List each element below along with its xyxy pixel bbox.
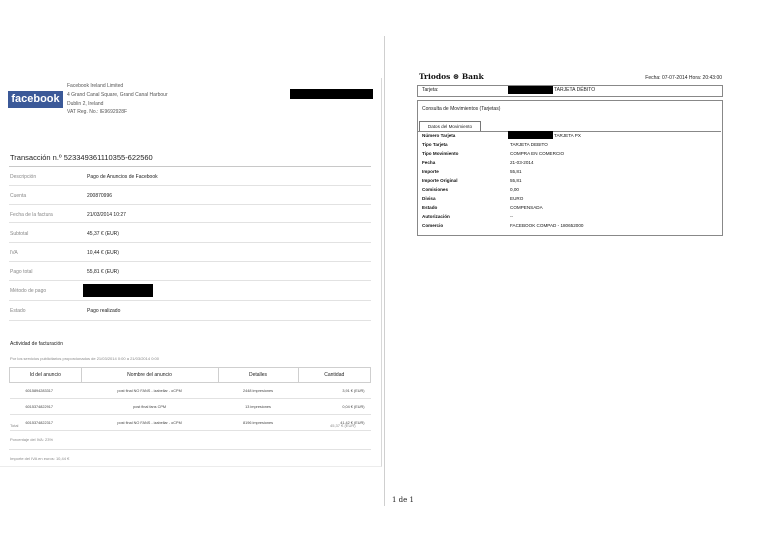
movement-key: Tipo Tarjeta <box>422 142 448 147</box>
detail-label: Cuenta <box>10 193 27 199</box>
card-type: TARJETA DÉBITO <box>554 87 596 93</box>
divider <box>9 185 371 186</box>
redaction-box <box>508 131 553 139</box>
detail-label: IVA <box>10 250 18 256</box>
address-line: Facebook Ireland Limited <box>67 83 124 89</box>
total-label: Total <box>10 423 19 428</box>
table-cell: 0,04 € (EUR) <box>298 399 370 415</box>
table-cell: 8196 impresiones <box>218 415 298 431</box>
detail-label: Subtotal <box>10 231 29 237</box>
movement-key: Estado <box>422 205 438 210</box>
table-header: Id del anuncio <box>10 368 82 383</box>
divider <box>9 261 371 262</box>
movement-key: Importe <box>422 169 439 174</box>
activity-subtitle: Por los servicios publicitarios proporcionados de 21/03/2014 0:00 a 21/03/2014 0:00 <box>10 356 159 361</box>
movement-key: Tipo Movimiento <box>422 151 459 156</box>
movement-value: COMPENSADA <box>510 205 543 210</box>
address-line: VAT Reg. No.: IE9692928F <box>67 109 128 116</box>
movement-key: Comisiones <box>422 187 449 192</box>
table-cell: 6015374822317 <box>10 415 82 431</box>
detail-label: Descripción <box>10 174 37 180</box>
divider <box>9 242 371 243</box>
divider <box>9 449 371 450</box>
movement-value: -- <box>510 214 514 219</box>
table-cell: post final fans CPM <box>81 399 218 415</box>
detail-label: Pago total <box>10 269 33 275</box>
redaction-box <box>83 284 153 297</box>
redaction-box <box>508 86 553 94</box>
movement-value: TARJETA DEBITO <box>510 142 548 147</box>
detail-value: 200870996 <box>87 193 113 199</box>
detail-value: Pago realizado <box>87 308 121 314</box>
total-value: 45,37 € (EUR) <box>330 423 356 428</box>
detail-value: 10,44 € (EUR) <box>87 250 119 256</box>
movement-key: Fecha <box>422 160 436 165</box>
billing-activity-table <box>9 367 371 431</box>
table-cell: post final NO FANS - izabellar - oCPM <box>81 415 218 431</box>
detail-label: Fecha de la factura <box>10 212 53 218</box>
movement-key: Importe Original <box>422 178 458 183</box>
table-cell: 6015374822917 <box>10 399 82 415</box>
movement-value: TARJETA PX <box>554 133 581 138</box>
table-header: Nombre del anuncio <box>81 368 218 383</box>
movement-value: 21-03-2014 <box>510 160 534 165</box>
divider <box>9 166 371 167</box>
divider <box>9 320 371 321</box>
movement-value: FACEBOOK COMPAD - 180652000 <box>510 223 584 228</box>
table-header-row <box>10 368 371 383</box>
table-cell: 3,91 € (EUR) <box>298 383 370 399</box>
table-cell: post final NO FANS - izabellar - oCPM <box>81 383 218 399</box>
address-line: 4 Grand Canal Square, Grand Canal Harbour <box>67 91 168 98</box>
vat-amount: Importe del IVA en euros: 10,44 € <box>10 456 70 461</box>
movement-value: 55,81 <box>510 178 522 183</box>
movement-key: Autorización <box>422 214 450 219</box>
table-row <box>10 399 371 415</box>
movement-value: COMPRA EN COMERCIO <box>510 151 565 156</box>
facebook-logo: facebook <box>8 91 63 108</box>
movement-value: 55,81 <box>510 169 522 174</box>
movement-value: EURO <box>510 196 524 201</box>
divider <box>9 280 371 281</box>
movement-key: Número Tarjeta <box>422 133 456 138</box>
table-header: Detalles <box>218 368 298 383</box>
movement-key: Divisa <box>422 196 436 201</box>
address-line: Dublin 2, Ireland <box>67 100 104 107</box>
detail-value: 55,81 € (EUR) <box>87 269 119 275</box>
tab-datos-movimiento[interactable]: Datos del Movimiento <box>419 121 481 132</box>
table-header: Cantidad <box>298 368 370 383</box>
table-cell: 41,42 € (EUR) <box>298 415 370 431</box>
triodos-logo: Triodos ⊛ Bank <box>419 72 484 81</box>
divider <box>9 300 371 301</box>
redaction-box <box>290 89 373 99</box>
vat-percent: Porcentaje del IVA: 23% <box>10 437 54 442</box>
activity-title: Actividad de facturación <box>10 341 64 347</box>
facebook-address <box>67 82 168 117</box>
print-date: Fecha: 07-07-2014 Hora: 20:43:00 <box>645 75 722 81</box>
detail-value: 21/03/2014 10:27 <box>87 212 126 218</box>
card-label: Tarjeta: <box>422 87 439 93</box>
detail-label: Estado <box>10 308 26 314</box>
consulta-title: Consulta de Movimientos (Tarjetas) <box>422 106 501 112</box>
table-cell: 6015894283317 <box>10 383 82 399</box>
divider <box>417 131 721 132</box>
table-row <box>10 415 371 431</box>
table-cell: 2448 impresiones <box>218 383 298 399</box>
page-number: 1 de 1 <box>392 496 414 504</box>
table-row <box>10 383 371 399</box>
movement-value: 0,00 <box>510 187 519 192</box>
divider <box>9 222 371 223</box>
detail-value: 45,37 € (EUR) <box>87 231 119 237</box>
movement-key: Comercio <box>422 223 444 228</box>
divider <box>9 204 371 205</box>
transaction-number: Transacción n.º 523349361110355-622560 <box>10 153 153 162</box>
detail-label: Método de pago <box>10 288 47 294</box>
table-cell: 13 impresiones <box>218 399 298 415</box>
detail-value: Pago de Anuncios de Facebook <box>87 174 158 180</box>
